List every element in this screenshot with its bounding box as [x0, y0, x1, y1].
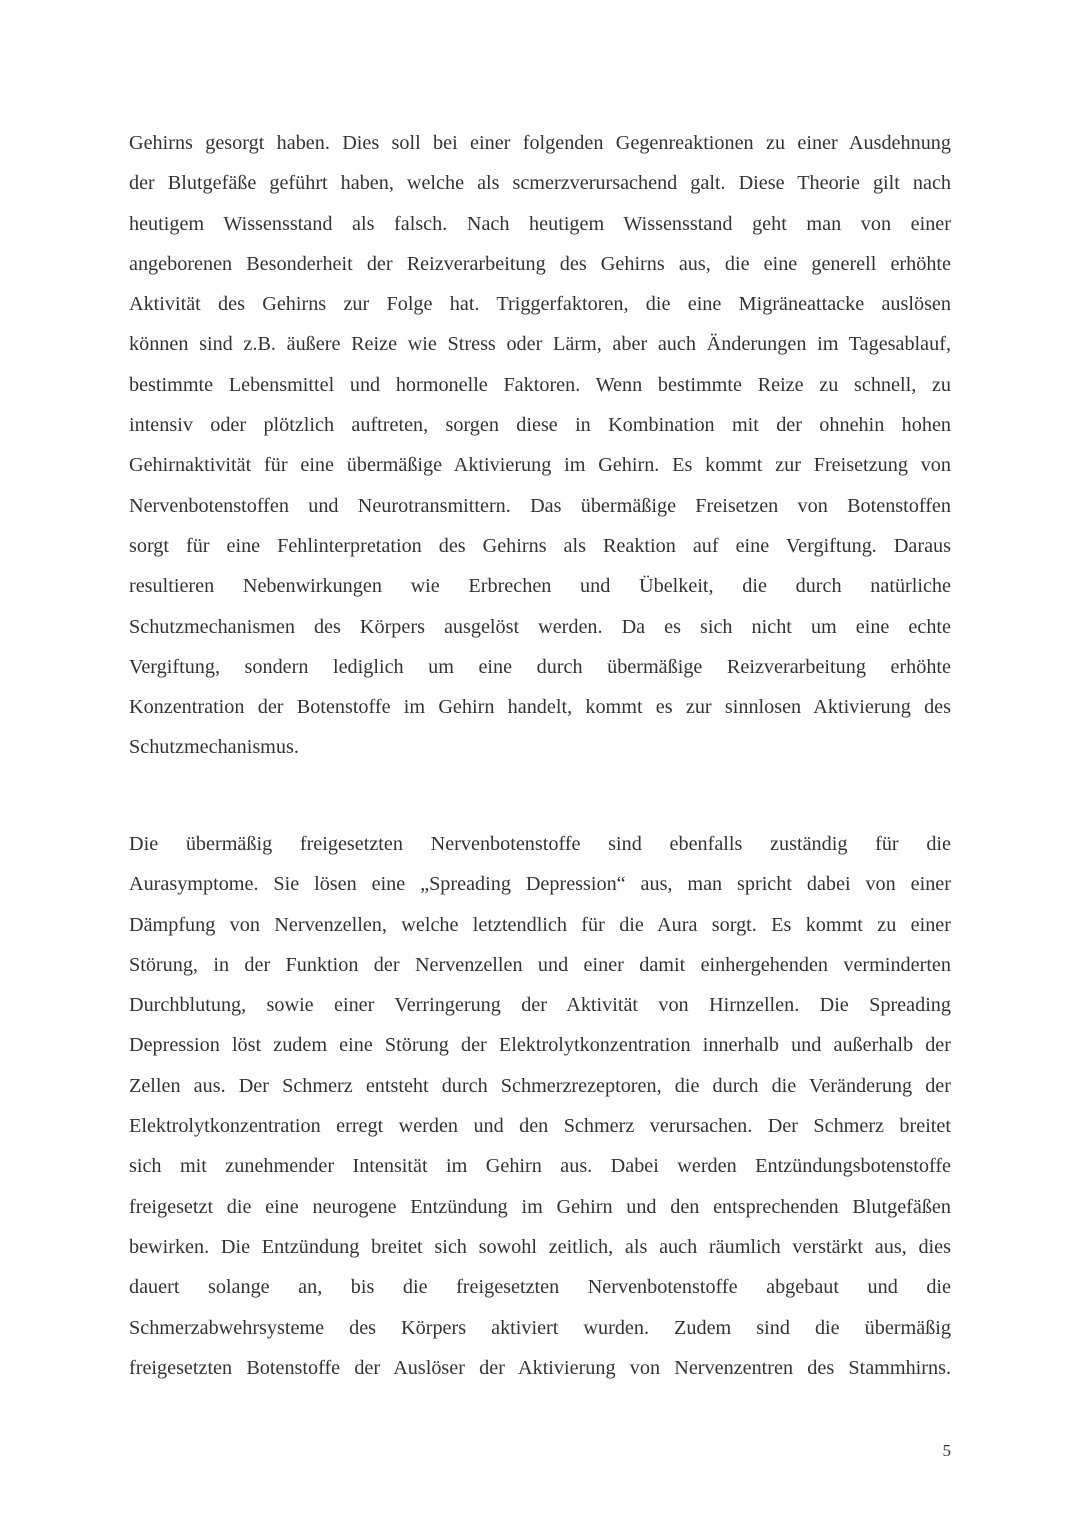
text-line: Dämpfung von Nervenzellen, welche letztendlich für die Aura sorgt. Es kommt zu einer	[129, 913, 951, 936]
text-line: sich mit zunehmender Intensität im Gehirn aus. Dabei werden Entzündungsbotenstoffe	[129, 1155, 951, 1178]
page-number: 5	[942, 1441, 951, 1460]
text-line: der Blutgefäße geführt haben, welche als scmerzverursachend galt. Diese Theorie gilt nach	[129, 172, 951, 195]
paragraph-pathophysiology	[129, 123, 951, 768]
text-line: bestimmte Lebensmittel und hormonelle Faktoren. Wenn bestimmte Reize zu schnell, zu	[129, 373, 951, 396]
text-line: freigesetzt die eine neurogene Entzündung im Gehirn und den entsprechenden Blutgefäßen	[129, 1195, 951, 1218]
text-line: angeborenen Besonderheit der Reizverarbeitung des Gehirns aus, die eine generell erhöhte	[129, 252, 951, 275]
text-line: sorgt für eine Fehlinterpretation des Gehirns als Reaktion auf eine Vergiftung. Daraus	[129, 534, 951, 557]
text-line: bewirken. Die Entzündung breitet sich sowohl zeitlich, als auch räumlich verstärkt aus, dies	[129, 1235, 951, 1258]
text-line: Depression löst zudem eine Störung der Elektrolytkonzentration innerhalb und außerhalb der	[129, 1034, 951, 1057]
paragraph-aura-and-pain	[129, 824, 951, 1388]
text-line: Nervenbotenstoffen und Neurotransmittern. Das übermäßige Freisetzen von Botenstoffen	[129, 494, 951, 517]
text-line: Schmerzabwehrsysteme des Körpers aktiviert wurden. Zudem sind die übermäßig	[129, 1316, 951, 1339]
text-line: Aktivität des Gehirns zur Folge hat. Triggerfaktoren, die eine Migräneattacke auslösen	[129, 293, 951, 316]
text-line: Elektrolytkonzentration erregt werden und den Schmerz verursachen. Der Schmerz breitet	[129, 1115, 951, 1138]
text-line: Schutzmechanismus.	[129, 736, 299, 759]
text-line: können sind z.B. äußere Reize wie Stress oder Lärm, aber auch Änderungen im Tagesablauf,	[129, 333, 951, 356]
text-line: dauert solange an, bis die freigesetzten Nervenbotenstoffe abgebaut und die	[129, 1276, 951, 1299]
text-line: Gehirns gesorgt haben. Dies soll bei einer folgenden Gegenreaktionen zu einer Ausdehnung	[129, 132, 951, 154]
text-line: intensiv oder plötzlich auftreten, sorgen diese in Kombination mit der ohnehin hohen	[129, 414, 951, 437]
text-line: Vergiftung, sondern lediglich um eine durch übermäßige Reizverarbeitung erhöhte	[129, 655, 951, 678]
text-line: Schutzmechanismen des Körpers ausgelöst werden. Da es sich nicht um eine echte	[129, 615, 951, 638]
text-line: freigesetzten Botenstoffe der Auslöser der Aktivierung von Nervenzentren des Stammhirns.	[129, 1356, 951, 1379]
text-line: resultieren Nebenwirkungen wie Erbrechen und Übelkeit, die durch natürliche	[129, 575, 951, 598]
text-line: heutigem Wissensstand als falsch. Nach heutigem Wissensstand geht man von einer	[129, 212, 951, 235]
text-line: Konzentration der Botenstoffe im Gehirn handelt, kommt es zur sinnlosen Aktivierung des	[129, 696, 951, 719]
text-line: Die übermäßig freigesetzten Nervenbotenstoffe sind ebenfalls zuständig für die	[129, 833, 951, 855]
text-line: Zellen aus. Der Schmerz entsteht durch Schmerzrezeptoren, die durch die Veränderung der	[129, 1074, 951, 1097]
text-line: Durchblutung, sowie einer Verringerung der Aktivität von Hirnzellen. Die Spreading	[129, 994, 951, 1017]
text-line: Aurasymptome. Sie lösen eine „Spreading Depression“ aus, man spricht dabei von einer	[129, 873, 951, 896]
text-line: Gehirnaktivität für eine übermäßige Aktivierung im Gehirn. Es kommt zur Freisetzung von	[129, 454, 951, 477]
text-line: Störung, in der Funktion der Nervenzellen und einer damit einhergehenden verminderten	[129, 953, 951, 976]
